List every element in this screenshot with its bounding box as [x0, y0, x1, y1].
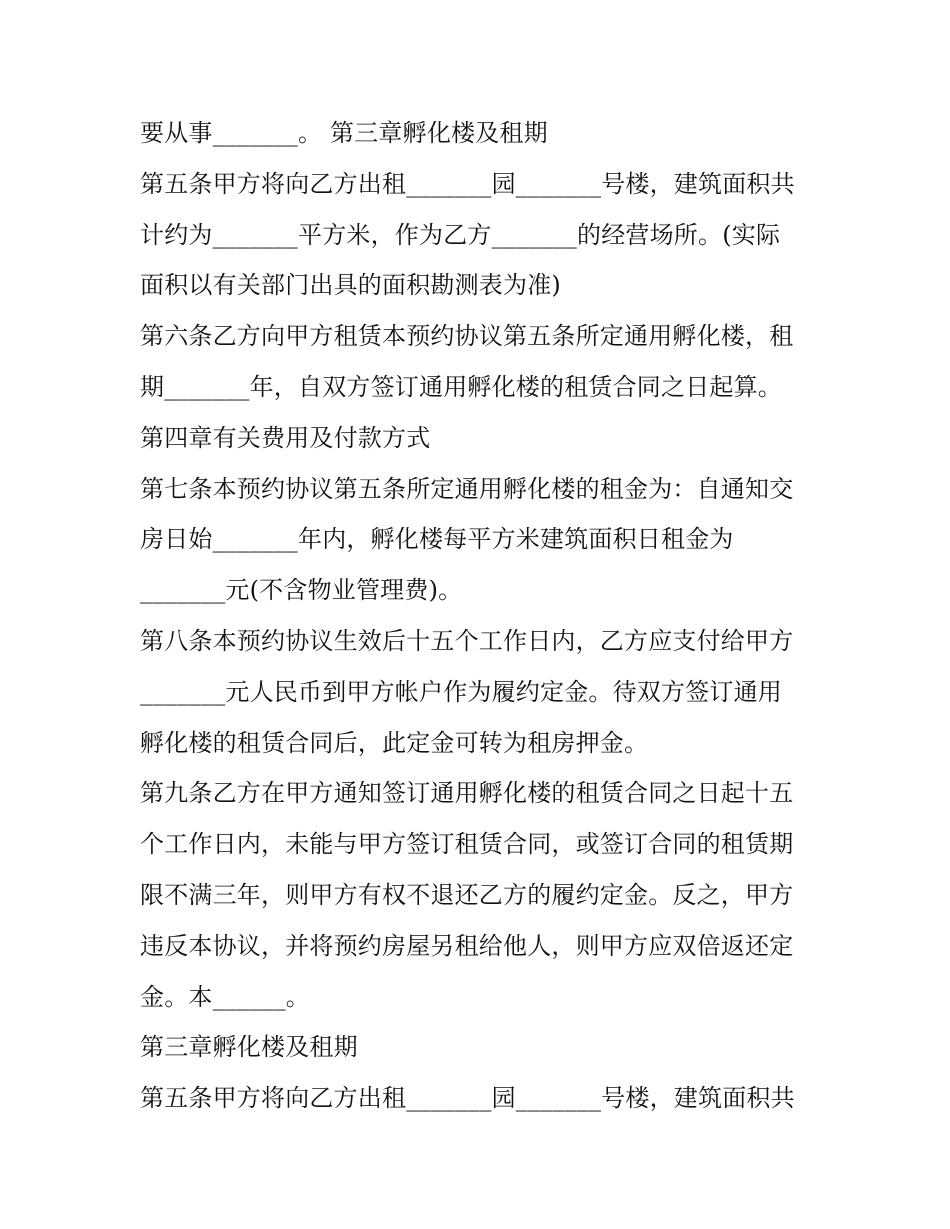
text-line: 第六条乙方向甲方租赁本预约协议第五条所定通用孵化楼，租 — [140, 322, 794, 351]
text-line: 第九条乙方在甲方通知签订通用孵化楼的租赁合同之日起十五 — [140, 779, 794, 808]
text-line: 第七条本预约协议第五条所定通用孵化楼的租金为：自通知交 — [140, 474, 794, 503]
text-line: _______元人民币到甲方帐户作为履约定金。待双方签订通用 — [140, 677, 782, 706]
text-line: 个工作日内，未能与甲方签订租赁合同，或签订合同的租赁期 — [140, 830, 794, 859]
text-line: 限不满三年，则甲方有权不退还乙方的履约定金。反之，甲方 — [140, 880, 794, 909]
text-line: 要从事_______。 第三章孵化楼及租期 — [140, 119, 548, 147]
text-line: 第五条甲方将向乙方出租_______园_______号楼，建筑面积共 — [140, 169, 795, 198]
text-line: 面积以有关部门出具的面积勘测表为准) — [140, 271, 561, 300]
text-line: 第三章孵化楼及租期 — [140, 1033, 358, 1062]
text-line: 违反本协议，并将预约房屋另租给他人，则甲方应双倍返还定 — [140, 931, 794, 960]
document-body — [140, 108, 820, 1124]
text-line: 第五条甲方将向乙方出租_______园_______号楼，建筑面积共 — [140, 1084, 795, 1113]
text-line: 期_______年，自双方签订通用孵化楼的租赁合同之日起算。 — [140, 372, 782, 401]
text-line: 孵化楼的租赁合同后，此定金可转为租房押金。 — [140, 728, 649, 757]
text-line: 第八条本预约协议生效后十五个工作日内，乙方应支付给甲方 — [140, 626, 794, 655]
text-line: _______元(不含物业管理费)。 — [140, 576, 463, 605]
text-line: 金。本______。 — [140, 982, 310, 1011]
text-line: 计约为_______平方米，作为乙方_______的经营场所。(实际 — [140, 220, 781, 249]
text-line: 第四章有关费用及付款方式 — [140, 423, 431, 452]
text-line: 房日始_______年内，孵化楼每平方米建筑面积日租金为 — [140, 525, 734, 554]
